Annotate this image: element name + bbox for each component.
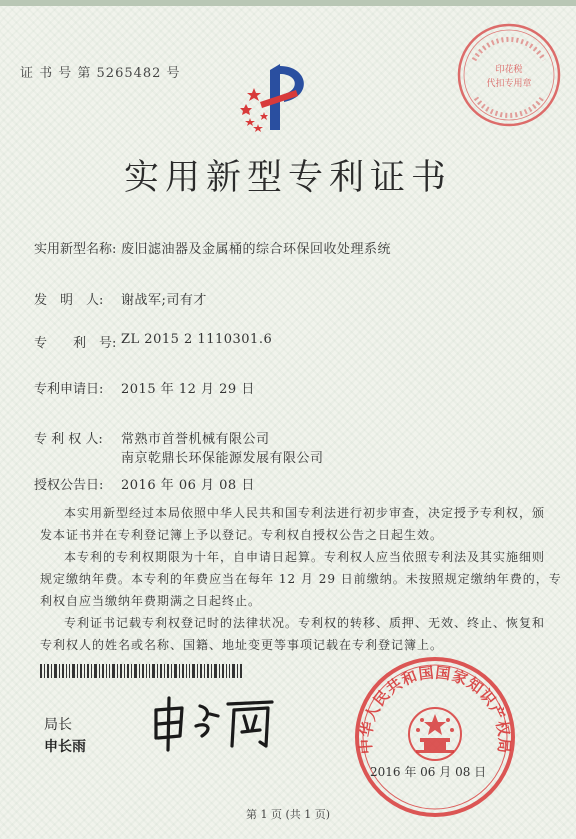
field-value-patentee-2: 南京乾鼎长环保能源发展有限公司 — [121, 451, 324, 466]
page-footer: 第 1 页 (共 1 页) — [245, 808, 331, 821]
certificate-number: 证 书 号 第 5265482 号 — [20, 66, 181, 81]
director-signature — [148, 694, 280, 752]
field-label-application-date: 专利申请日: — [34, 382, 104, 397]
field-label-inventor: 发 明 人: — [34, 293, 104, 308]
patent-office-logo — [236, 60, 318, 138]
svg-text:印花税: 印花税 — [495, 65, 523, 75]
svg-text:代扣专用章: 代扣专用章 — [486, 79, 532, 89]
paragraph-1-line-1: 本实用新型经过本局依照中华人民共和国专利法进行初步审查，决定授予专利权，颁 — [64, 506, 546, 520]
paragraph-3-line-1: 专利证书记载专利权登记时的法律状况。专利权的转移、质押、无效、终止、恢复和 — [64, 616, 546, 630]
field-label-patentee: 专 利 权 人: — [34, 432, 103, 447]
field-label-patent-number: 专 利 号: — [34, 336, 117, 351]
seal-text: 中华人民共和国国家知识产权局 — [356, 663, 514, 755]
paragraph-2-line-1: 本专利的专利权期限为十年，自申请日起算。专利权人应当依照专利法及其实施细则 — [64, 550, 546, 564]
paragraph-1-line-2: 发本证书并在专利登记簿上予以登记。专利权自授权公告之日起生效。 — [40, 528, 444, 542]
field-label-grant-date: 授权公告日: — [34, 478, 104, 493]
seal-date: 2016 年 06 月 08 日 — [370, 765, 487, 779]
top-border — [0, 0, 576, 6]
director-name: 申长雨 — [44, 739, 86, 755]
official-seal — [352, 654, 518, 820]
paragraph-2-line-2: 规定缴纳年费。本专利的年费应当在每年 12 月 29 日前缴纳。未按照规定缴纳年费的，专 — [40, 572, 562, 586]
director-title: 局长 — [44, 717, 72, 733]
field-value-patentee-1: 常熟市首誉机械有限公司 — [121, 432, 270, 447]
paragraph-2-line-3: 利权自应当缴纳年费期满之日起终止。 — [40, 594, 262, 608]
paragraph-3-line-2: 专利权人的姓名或名称、国籍、地址变更等事项记载在专利登记簿上。 — [40, 638, 444, 652]
field-value-inventor: 谢战军;司有才 — [121, 293, 207, 308]
agency-stamp — [454, 20, 564, 130]
barcode — [40, 664, 242, 678]
field-value-application-date: 2015 年 12 月 29 日 — [121, 382, 255, 397]
field-value-patent-number: ZL 2015 2 1110301.6 — [121, 332, 273, 347]
page-title: 实用新型专利证书 — [123, 158, 452, 198]
field-label-utility-model-name: 实用新型名称: — [34, 242, 117, 257]
field-value-grant-date: 2016 年 06 月 08 日 — [121, 478, 255, 493]
field-value-utility-model-name: 废旧滤油器及金属桶的综合环保回收处理系统 — [121, 242, 392, 257]
